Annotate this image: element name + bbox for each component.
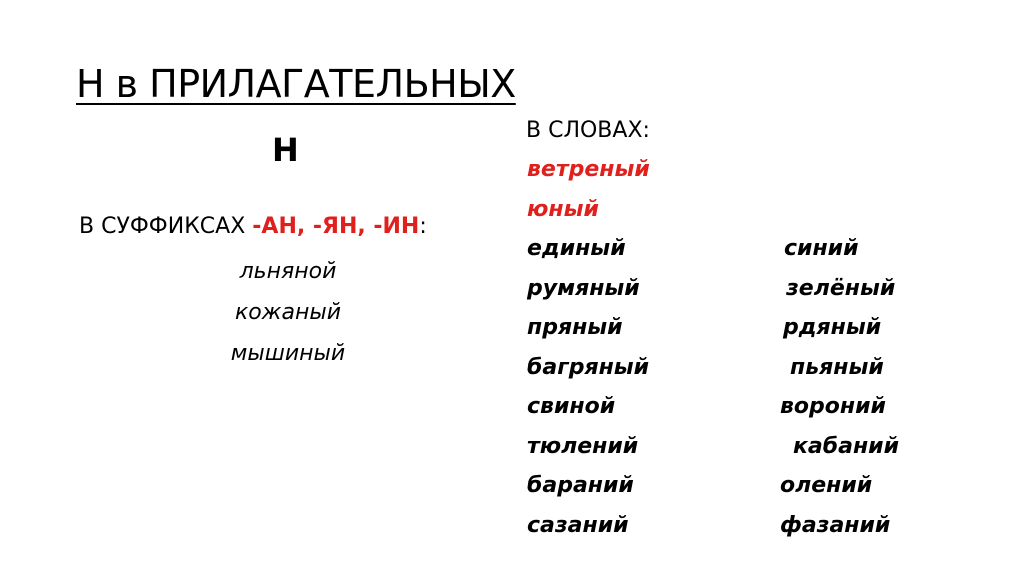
exception-word: багряный xyxy=(527,354,650,380)
exception-word: сазаний xyxy=(527,512,629,538)
exception-word: румяный xyxy=(527,275,640,301)
suffix-rule xyxy=(79,214,427,239)
suffix-examples xyxy=(198,256,378,379)
exception-word: пьяный xyxy=(790,354,884,380)
exception-word: рдяный xyxy=(783,315,882,340)
suffix-example: мышиный xyxy=(230,341,346,366)
exception-word: единый xyxy=(527,236,626,261)
exception-word-highlighted: ветреный xyxy=(527,157,650,182)
exceptions-heading: В СЛОВАХ: xyxy=(526,118,650,143)
slide-title: Н в ПРИЛАГАТЕЛЬНЫХ xyxy=(76,62,516,106)
exception-word-highlighted: юный xyxy=(527,196,599,222)
exceptions-left-column xyxy=(527,155,650,550)
suffix-rule-colon: : xyxy=(419,214,427,239)
suffix-rule-prefix: В СУФФИКСАХ xyxy=(79,214,253,239)
exception-word: фазаний xyxy=(780,512,891,538)
exception-word: тюлений xyxy=(527,433,639,459)
exception-word: свиной xyxy=(527,394,616,419)
exception-word: зелёный xyxy=(786,275,896,301)
exception-word: пряный xyxy=(527,315,623,340)
exception-word: вороний xyxy=(780,394,886,419)
exception-word: синий xyxy=(784,236,859,261)
exception-word: олений xyxy=(780,473,873,498)
exception-word: кабаний xyxy=(793,433,900,459)
exception-word: бараний xyxy=(527,473,634,498)
suffix-list: -АН, -ЯН, -ИН xyxy=(252,214,420,239)
subheading-n: Н xyxy=(272,131,299,169)
exceptions-right-column xyxy=(780,234,899,550)
suffix-example: льняной xyxy=(239,259,337,284)
suffix-example: кожаный xyxy=(234,300,342,325)
